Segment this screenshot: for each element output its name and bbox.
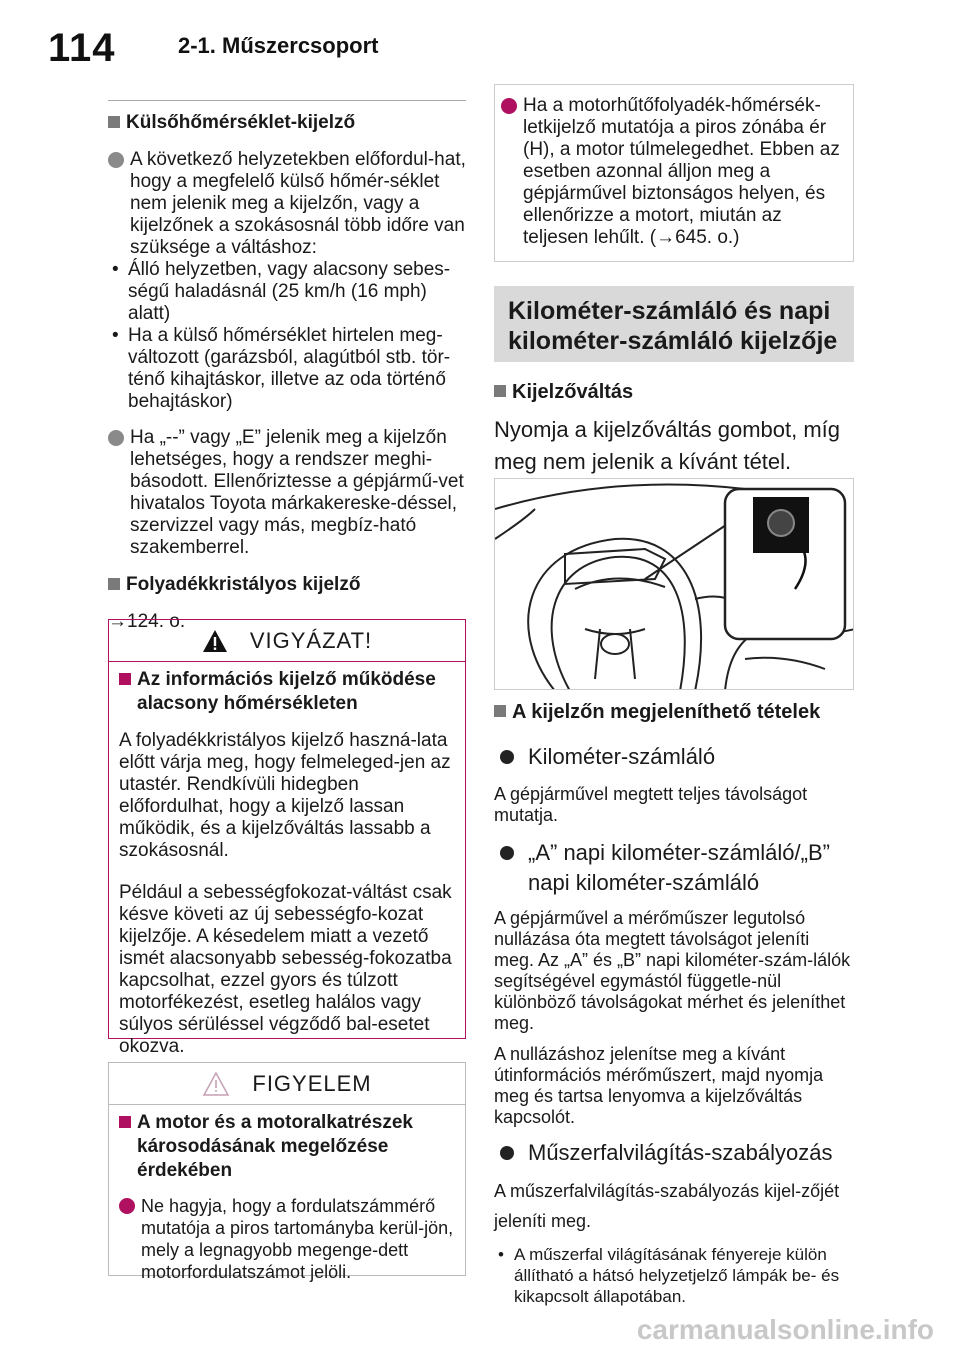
heading-text: Folyadékkristályos kijelző — [126, 574, 361, 595]
bullet-text: A következő helyzetekben előfordul-hat, hogy a megfelelő külső hőmér-séklet nem jelenik meg a kijelzőn, vagy a kijelzőnek a szokásosnál több időre van szüksége a váltáshoz: — [130, 149, 466, 258]
section-heading — [494, 380, 854, 404]
heading-text: Az információs kijelző működése alacsony hőmérsékleten — [137, 669, 436, 714]
bullet-text: Ne hagyja, hogy a fordulatszámmérő mutatója a piros tartományba kerül-jön, mely a legnagyobb megenge-dett motorfordulatszámot jelöli. — [141, 1196, 454, 1282]
warning-header — [109, 620, 465, 662]
divider — [108, 100, 466, 101]
notice-heading — [119, 1111, 455, 1183]
left-column — [108, 100, 466, 633]
heading-text: A kijelzőn megjeleníthető tételek — [512, 701, 821, 723]
sub-item: • Ha a külső hőmérséklet hirtelen meg-változott (garázsból, alagútból stb. tör-ténő kihajtáskor, illetve az oda történő behajtáskor) — [108, 325, 466, 413]
watermark: carmanualsonline.info — [636, 1314, 934, 1345]
square-bullet-icon — [108, 116, 120, 128]
square-bullet-icon — [119, 1116, 131, 1128]
sub-text: Álló helyzetben, vagy alacsony sebes-ségű haladásnál (25 km/h (16 mph) alatt) — [128, 259, 451, 324]
page-number: 114 — [48, 26, 116, 70]
section-heading — [108, 111, 466, 135]
item-title: „A” napi kilométer-számláló/„B” napi kilométer-számláló — [528, 840, 830, 895]
item-description: A nullázáshoz jelenítse meg a kívánt útinformációs mérőműszert, majd nyomja meg és tartsa lenyomva a kijelzőváltás kapcsolót. — [494, 1044, 824, 1127]
sub-item: • A műszerfal világításának fényereje külön állítható a hátsó helyzetjelző lámpák be- és kikapcsolt állapotában. — [494, 1244, 854, 1307]
sub-text: Ha a külső hőmérséklet hirtelen meg-változott (garázsból, alagútból stb. tör-ténő kihajtáskor, illetve az oda történő behajtáskor) — [128, 325, 451, 412]
section-banner: Kilométer-számláló és napi kilométer-számláló kijelzője — [494, 286, 854, 362]
right-column — [494, 84, 854, 478]
item-title: Kilométer-számláló — [528, 744, 716, 769]
item-description: A gépjárművel a mérőműszer legutolsó nullázása óta megtett távolságot jeleníti meg. Az „A” és „B” napi kilométer-szám-lálók segítségével egymástól függetle-nül különböző távolságokat mérhet és jeleníthet meg. — [494, 908, 851, 1033]
item-title: Műszerfalvilágítás-szabályozás — [528, 1140, 833, 1165]
heading-text: A motor és a motoralkatrészek károsodásának megelőzése érdekében — [137, 1112, 413, 1181]
notice-title: FIGYELEM — [252, 1070, 372, 1096]
list-item — [494, 742, 854, 772]
page-header — [0, 0, 960, 84]
square-bullet-icon — [494, 705, 506, 717]
round-bullet-icon — [500, 750, 514, 764]
circle-bullet-icon — [119, 1198, 135, 1214]
round-bullet-icon — [500, 1146, 514, 1160]
square-bullet-icon — [108, 578, 120, 590]
notice-box — [108, 1062, 466, 1282]
continued-notice-box — [494, 84, 854, 262]
warning-triangle-icon — [202, 629, 228, 653]
bullet-item — [108, 149, 466, 259]
list-item — [494, 838, 854, 898]
warning-heading — [119, 668, 455, 716]
bullet-text: Ha a motorhűtőfolyadék-hőmérsék-letkijelző mutatója a piros zónába ér (H), a motor túlmelegedhet. Ebben az esetben azonnal álljon meg a gépjárművel biztonságos helyen, és ellenőrizze a motort, miután az teljesen lehűlt. (→645. o.) — [523, 95, 840, 248]
dashboard-drawing — [495, 479, 854, 690]
bullet-item — [119, 1195, 455, 1283]
round-bullet-icon — [500, 846, 514, 860]
warning-paragraph: A folyadékkristályos kijelző haszná-lata előtt várja meg, hogy felmeleged-jen az utastér. Rendkívüli hidegben előfordulhat, hogy a kijelző lassan működik, és a kijelzőváltás lassabb a szokásosnál. — [119, 730, 451, 861]
steering-wheel-illustration — [494, 478, 854, 690]
notice-header — [109, 1063, 465, 1105]
list-item — [494, 1138, 854, 1168]
sub-item: • Álló helyzetben, vagy alacsony sebes-ségű haladásnál (25 km/h (16 mph) alatt) — [108, 259, 466, 325]
square-bullet-icon — [494, 385, 506, 397]
section-heading — [108, 573, 466, 597]
instruction-paragraph: Nyomja a kijelzőváltás gombot, míg meg nem jelenik a kívánt tétel. — [494, 417, 841, 474]
bullet-item — [108, 427, 466, 559]
circle-bullet-icon — [108, 152, 124, 168]
bullet-item — [501, 95, 843, 249]
sub-text: A műszerfal világításának fényereje külön állítható a hátsó helyzetjelző lámpák be- és kikapcsolt állapotában. — [514, 1245, 840, 1306]
warning-title: VIGYÁZAT! — [249, 627, 373, 653]
warning-paragraph: Például a sebességfokozat-váltást csak késve követi az új sebességfo-kozat kijelzője. A késedelem miatt a vezető ismét alacsonyabb sebesség-fokozatba kapcsolhat, ezzel gyors és túlzott motorfékezést, esetleg halálos vagy súlyos sérüléssel végződő bal-esetet okozva. — [119, 882, 452, 1057]
heading-text: Kijelzőváltás — [512, 381, 634, 403]
caution-triangle-icon — [202, 1071, 230, 1097]
warning-box — [108, 619, 466, 1057]
section-heading — [494, 700, 854, 724]
item-description: A gépjárművel megtett teljes távolságot mutatja. — [494, 784, 808, 825]
circle-bullet-icon — [501, 98, 517, 114]
right-column-lower — [494, 700, 854, 1307]
heading-text: Külsőhőmérséklet-kijelző — [126, 112, 356, 133]
page-reference: →124. o. — [108, 611, 186, 632]
section-title: 2-1. Műszercsoport — [178, 33, 379, 58]
square-bullet-icon — [119, 673, 131, 685]
bullet-text: Ha „--” vagy „E” jelenik meg a kijelzőn lehetséges, hogy a rendszer meghi-básodott. Ellenőriztesse a gépjármű-vet hivatalos Toyota márkakereske-déssel, szervizzel vagy más, megbíz-ható szakemberrel. — [130, 427, 464, 558]
circle-bullet-icon — [108, 430, 124, 446]
item-description: A műszerfalvilágítás-szabályozás kijel-zőjét jeleníti meg. — [494, 1181, 840, 1231]
